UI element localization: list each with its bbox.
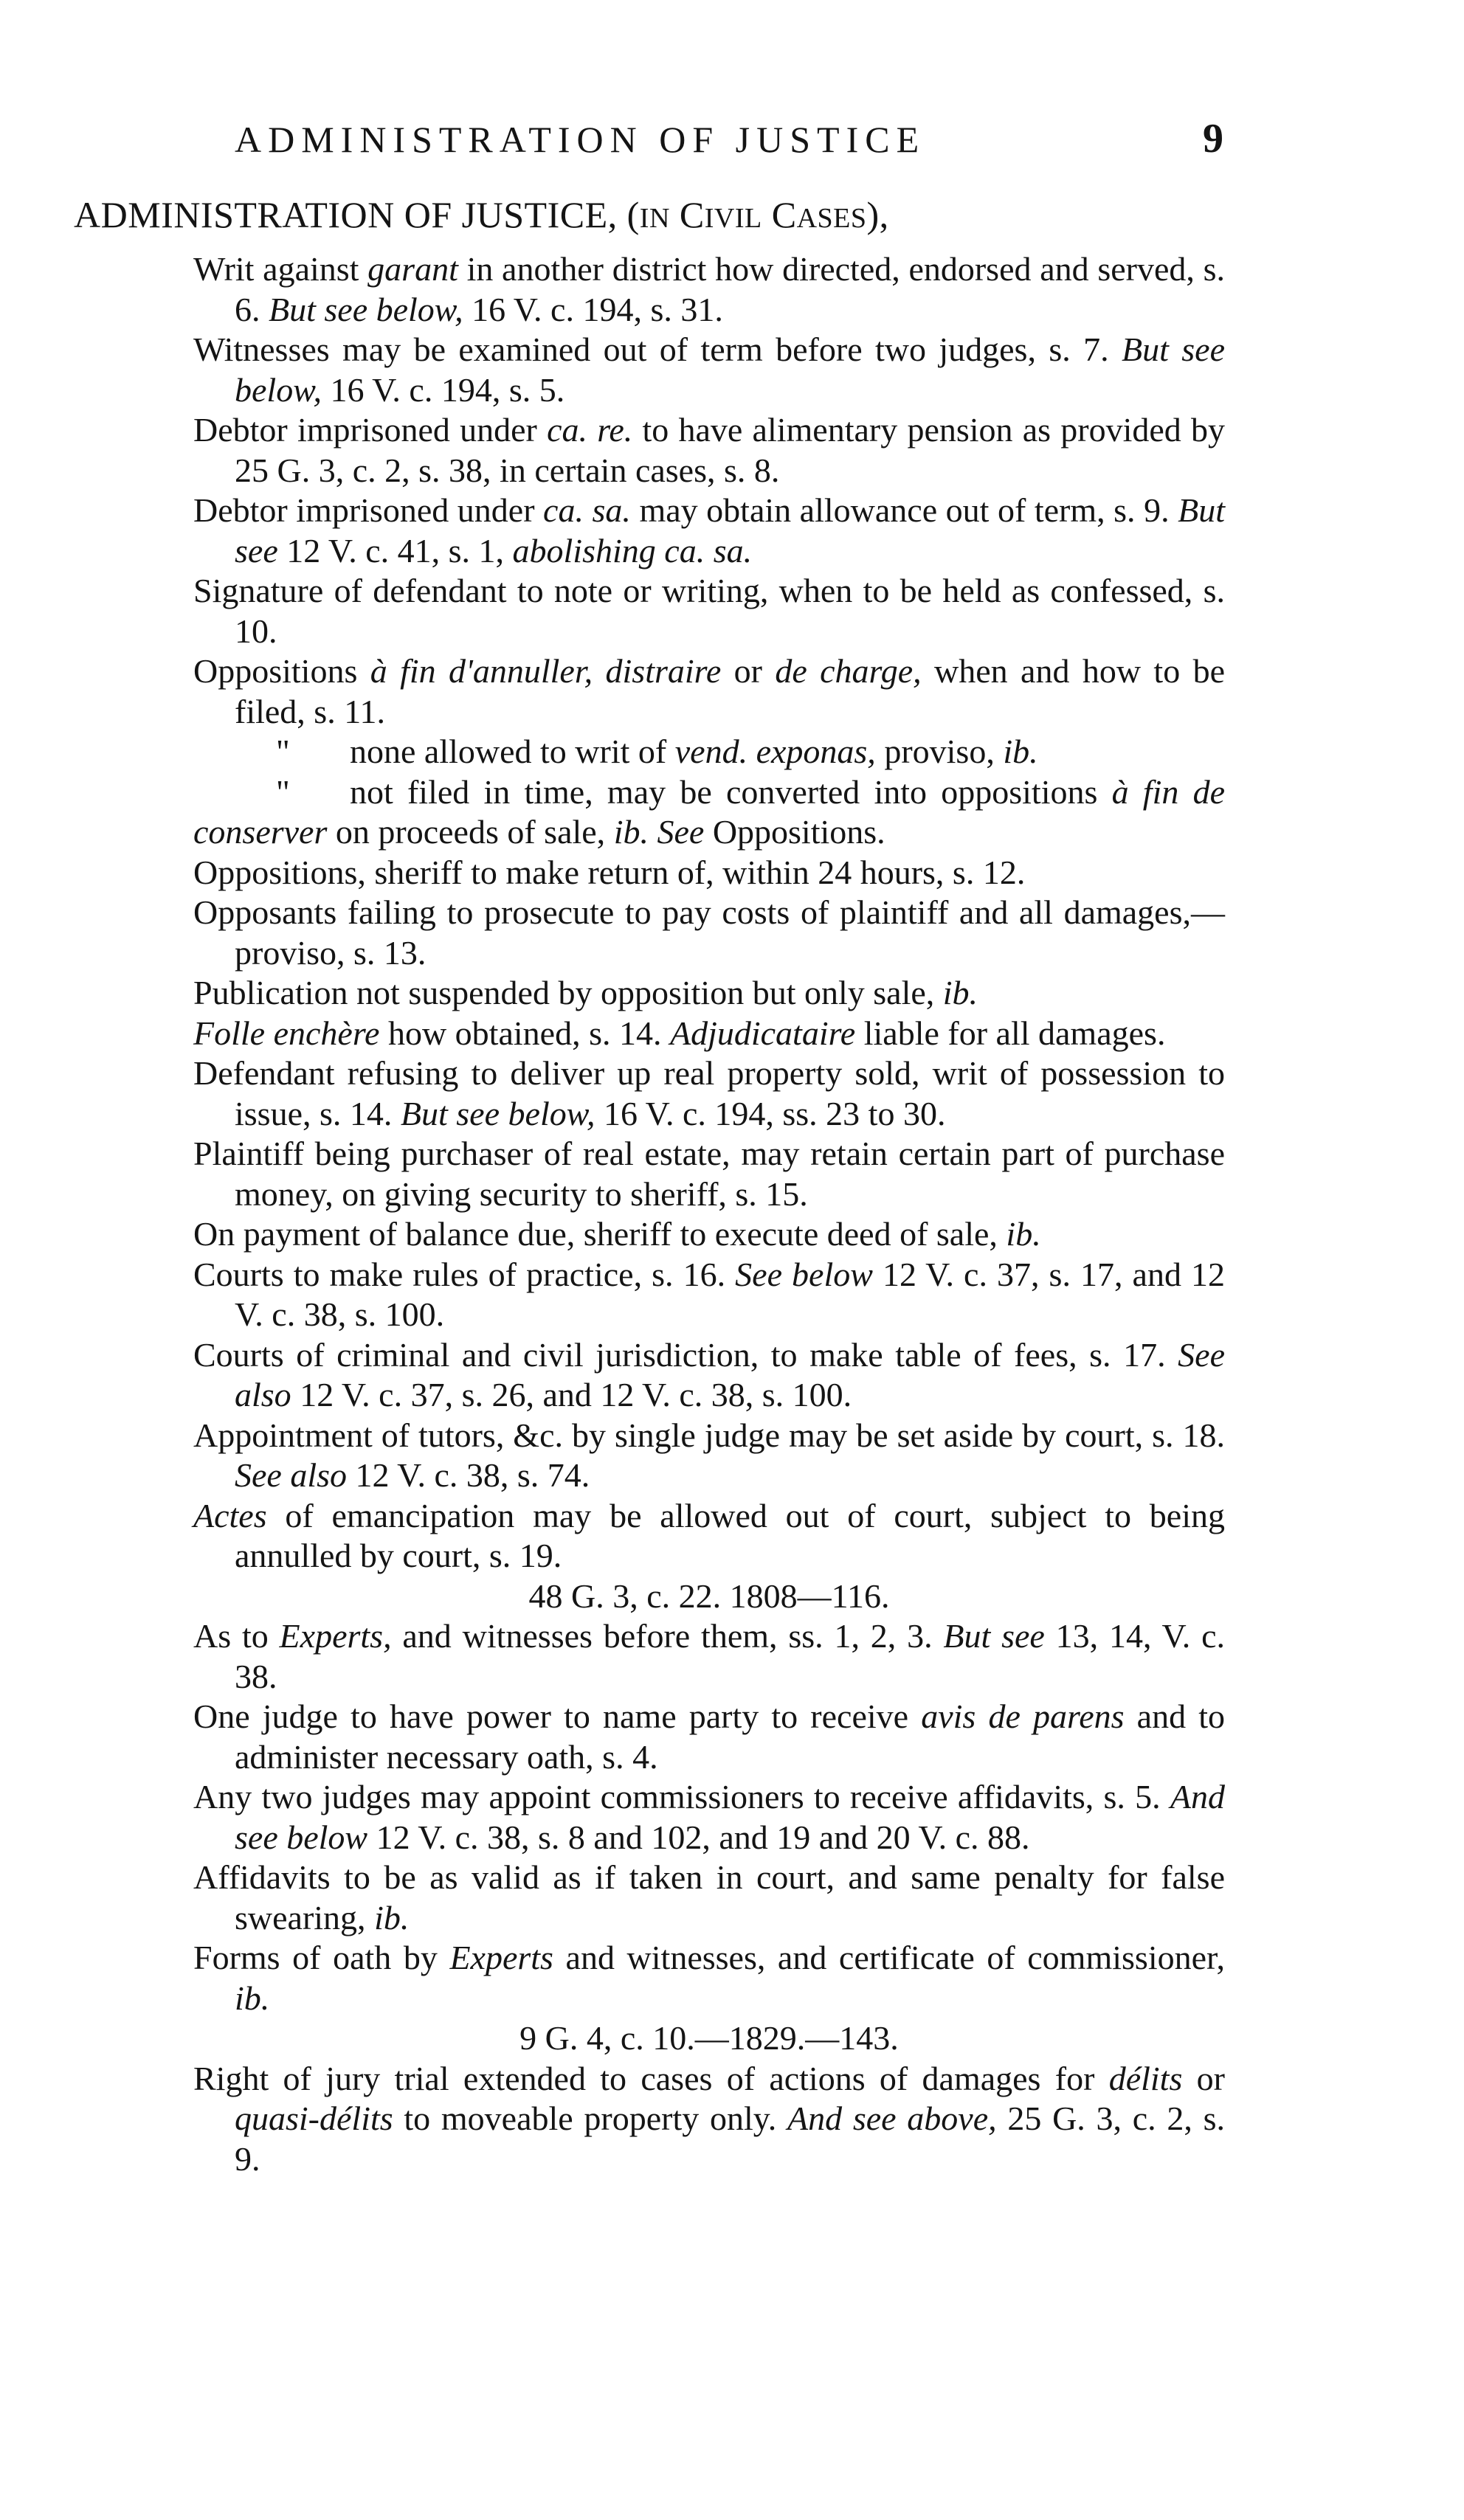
page-number: 9 bbox=[1203, 116, 1223, 162]
index-entry: On payment of balance due, sheriff to execute deed of sale, ib. bbox=[193, 1215, 1041, 1253]
index-entry: Right of jury trial extended to cases of actions of damages for délits or quasi-délits to moveable property only. And see above, 25 G. 3, c. 2, s. 9. bbox=[193, 2059, 1226, 2178]
statute-subheading: 48 G. 3, c. 22. 1808—116. bbox=[528, 1576, 890, 1615]
index-entries bbox=[193, 249, 1225, 2179]
section-heading bbox=[74, 193, 889, 236]
index-entry: Courts to make rules of practice, s. 16. See below 12 V. c. 37, s. 17, and 12 V. c. 38, s. 100. bbox=[193, 1255, 1225, 1333]
index-entry: Witnesses may be examined out of term before two judges, s. 7. But see below, 16 V. c. 194, s. 5. bbox=[193, 330, 1225, 409]
index-entry: Publication not suspended by opposition but only sale, ib. bbox=[193, 974, 978, 1011]
index-entry: Writ against garant in another district how directed, endorsed and served, s. 6. But see below, 16 V. c. 194, s. 31. bbox=[193, 250, 1225, 328]
heading-civil-rest: IVIL bbox=[704, 203, 762, 234]
index-entry: Signature of defendant to note or writing, when to be held as confessed, s. 10. bbox=[193, 572, 1225, 650]
index-entry: Debtor imprisoned under ca. re. to have alimentary pension as provided by 25 G. 3, c. 2, s. 38, in certain cases, s. 8. bbox=[193, 411, 1225, 489]
running-head bbox=[235, 118, 1223, 170]
index-entry: Any two judges may appoint commissioners to receive affidavits, s. 5. And see below 12 V. c. 38, s. 8 and 102, and 19 and 20 V. c. 88. bbox=[193, 1778, 1225, 1856]
index-entry: Opposants failing to prosecute to pay costs of plaintiff and all damages,—proviso, s. 13. bbox=[193, 893, 1225, 972]
heading-close: ), bbox=[866, 194, 889, 235]
index-entry: Affidavits to be as valid as if taken in court, and same penalty for false swearing, ib. bbox=[193, 1858, 1225, 1936]
heading-cases-rest: ASES bbox=[796, 203, 867, 234]
heading-civil-initial: C bbox=[669, 194, 705, 235]
index-entry: Forms of oath by Experts and witnesses, and certificate of commissioner, ib. bbox=[193, 1939, 1225, 2017]
index-entry: Oppositions à fin d'annuller, distraire or de charge, when and how to be filed, s. 11. bbox=[193, 652, 1225, 730]
index-entry: Courts of criminal and civil jurisdiction, to make table of fees, s. 17. See also 12 V. c. 37, s. 26, and 12 V. c. 38, s. 100. bbox=[193, 1335, 1225, 1413]
ditto-mark: " bbox=[276, 772, 290, 811]
index-entry: Debtor imprisoned under ca. sa. may obtain allowance out of term, s. 9. But see 12 V. c. 41, s. 1, abolishing ca. sa. bbox=[193, 491, 1225, 570]
ditto-mark: " bbox=[276, 733, 290, 770]
index-entry-ditto: " none allowed to writ of vend. exponas, proviso, ib. bbox=[193, 732, 1225, 772]
index-entry-ditto: " not filed in time, may be converted into oppositions à fin de conserver on proceeds of sale, ib. See Oppositions. bbox=[193, 772, 1225, 851]
index-entry: As to Experts, and witnesses before them, ss. 1, 2, 3. But see 13, 14, V. c. 38. bbox=[193, 1617, 1225, 1695]
heading-main: ADMINISTRATION OF JUSTICE, ( bbox=[74, 194, 640, 235]
index-entry: Plaintiff being purchaser of real estate, may retain certain part of purchase money, on giving security to sheriff, s. 15. bbox=[193, 1135, 1225, 1213]
heading-cases-initial: C bbox=[762, 194, 797, 235]
index-entry: Defendant refusing to deliver up real property sold, writ of possession to issue, s. 14. But see below, 16 V. c. 194, ss. 23 to 30. bbox=[193, 1054, 1225, 1132]
statute-subheading: 9 G. 4, c. 10.—1829.—143. bbox=[519, 2019, 899, 2057]
index-entry: Folle enchère how obtained, s. 14. Adjudicataire liable for all damages. bbox=[193, 1014, 1166, 1052]
index-entry: Appointment of tutors, &c. by single judge may be set aside by court, s. 18. See also 12 V. c. 38, s. 74. bbox=[193, 1416, 1225, 1494]
running-title: ADMINISTRATION OF JUSTICE bbox=[235, 119, 926, 160]
index-entry: One judge to have power to name party to receive avis de parens and to administer necessary oath, s. 4. bbox=[193, 1697, 1225, 1776]
index-entry: Actes of emancipation may be allowed out of court, subject to being annulled by court, s. 19. bbox=[193, 1496, 1225, 1574]
heading-small-in: IN bbox=[639, 203, 670, 234]
index-entry: Oppositions, sheriff to make return of, within 24 hours, s. 12. bbox=[193, 853, 1026, 891]
